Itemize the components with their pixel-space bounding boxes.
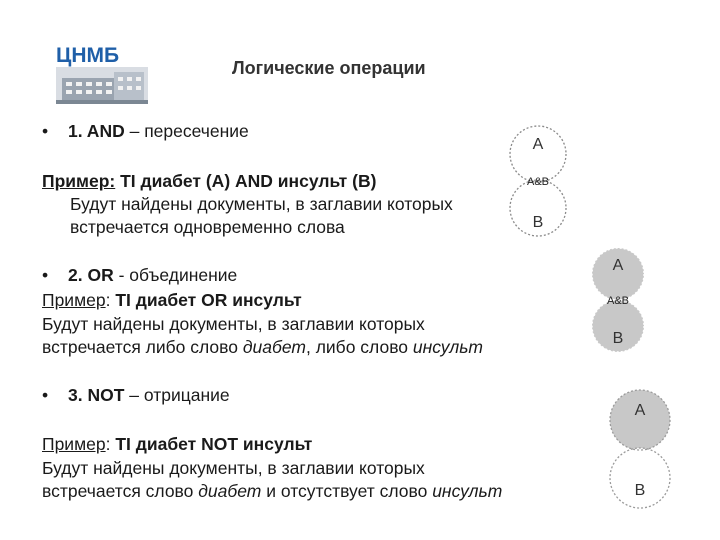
and-desc-line1: Будут найдены документы, в заглавии которых (70, 194, 453, 214)
circle-a (510, 126, 566, 182)
or-venn-diagram (588, 244, 658, 366)
not-example-colon: : (105, 434, 111, 454)
label-b: B (532, 214, 544, 231)
label-a: A (612, 257, 624, 274)
and-desc-line2: встречается одновременно слова (70, 217, 345, 237)
and-example-query: TI диабет (A) AND инсульт (B) (115, 171, 377, 191)
logo-text: ЦНМБ (56, 44, 120, 67)
or-desc-text-b: , либо слово (305, 337, 413, 357)
or-example (42, 289, 302, 311)
or-desc-word2: инсульт (412, 337, 484, 357)
or-heading-bold: 2. OR (68, 265, 114, 285)
not-example-query: TI диабет NOT инсульт (110, 434, 313, 454)
or-example-query: TI диабет OR инсульт (110, 290, 302, 310)
or-example-colon: : (105, 290, 111, 310)
or-desc-text-a: встречается либо слово (42, 337, 243, 357)
label-b: B (634, 482, 646, 499)
not-desc-line1: Будут найдены документы, в заглавии которых (42, 458, 425, 478)
or-heading (42, 264, 237, 286)
bullet: • (42, 385, 49, 405)
label-a: A (532, 136, 544, 153)
circle-b (610, 448, 670, 508)
or-desc-line1: Будут найдены документы, в заглавии которых (42, 314, 425, 334)
label-ab: A&B (606, 295, 630, 307)
not-heading-bold: 3. NOT (68, 385, 125, 405)
and-example (42, 170, 376, 192)
not-venn-diagram (606, 382, 680, 514)
not-example (42, 433, 312, 455)
page-title: Логические операции (232, 58, 426, 78)
not-desc-text-a: встречается слово (42, 481, 199, 501)
label-b: B (612, 330, 624, 347)
and-heading-bold: 1. AND (68, 121, 125, 141)
not-desc-text-b: и отсутствует слово (261, 481, 433, 501)
or-example-label: Пример (42, 290, 106, 310)
label-a: A (634, 402, 646, 419)
or-heading-rest: - объединение (113, 265, 238, 285)
or-desc-word1: диабет (242, 337, 306, 357)
not-example-label: Пример (42, 434, 106, 454)
not-heading (42, 384, 230, 406)
label-ab: A&B (526, 176, 550, 188)
not-desc-word1: диабет (198, 481, 262, 501)
and-venn-diagram (508, 118, 578, 248)
logo (52, 40, 152, 106)
and-heading-rest: – пересечение (124, 121, 249, 141)
or-desc-line2 (42, 336, 483, 358)
not-desc-word2: инсульт (432, 481, 503, 501)
and-example-label: Пример: (42, 171, 116, 191)
bullet: • (42, 265, 49, 285)
bullet: • (42, 121, 49, 141)
not-heading-rest: – отрицание (124, 385, 230, 405)
and-heading (42, 120, 249, 142)
not-desc-line2 (42, 480, 502, 502)
